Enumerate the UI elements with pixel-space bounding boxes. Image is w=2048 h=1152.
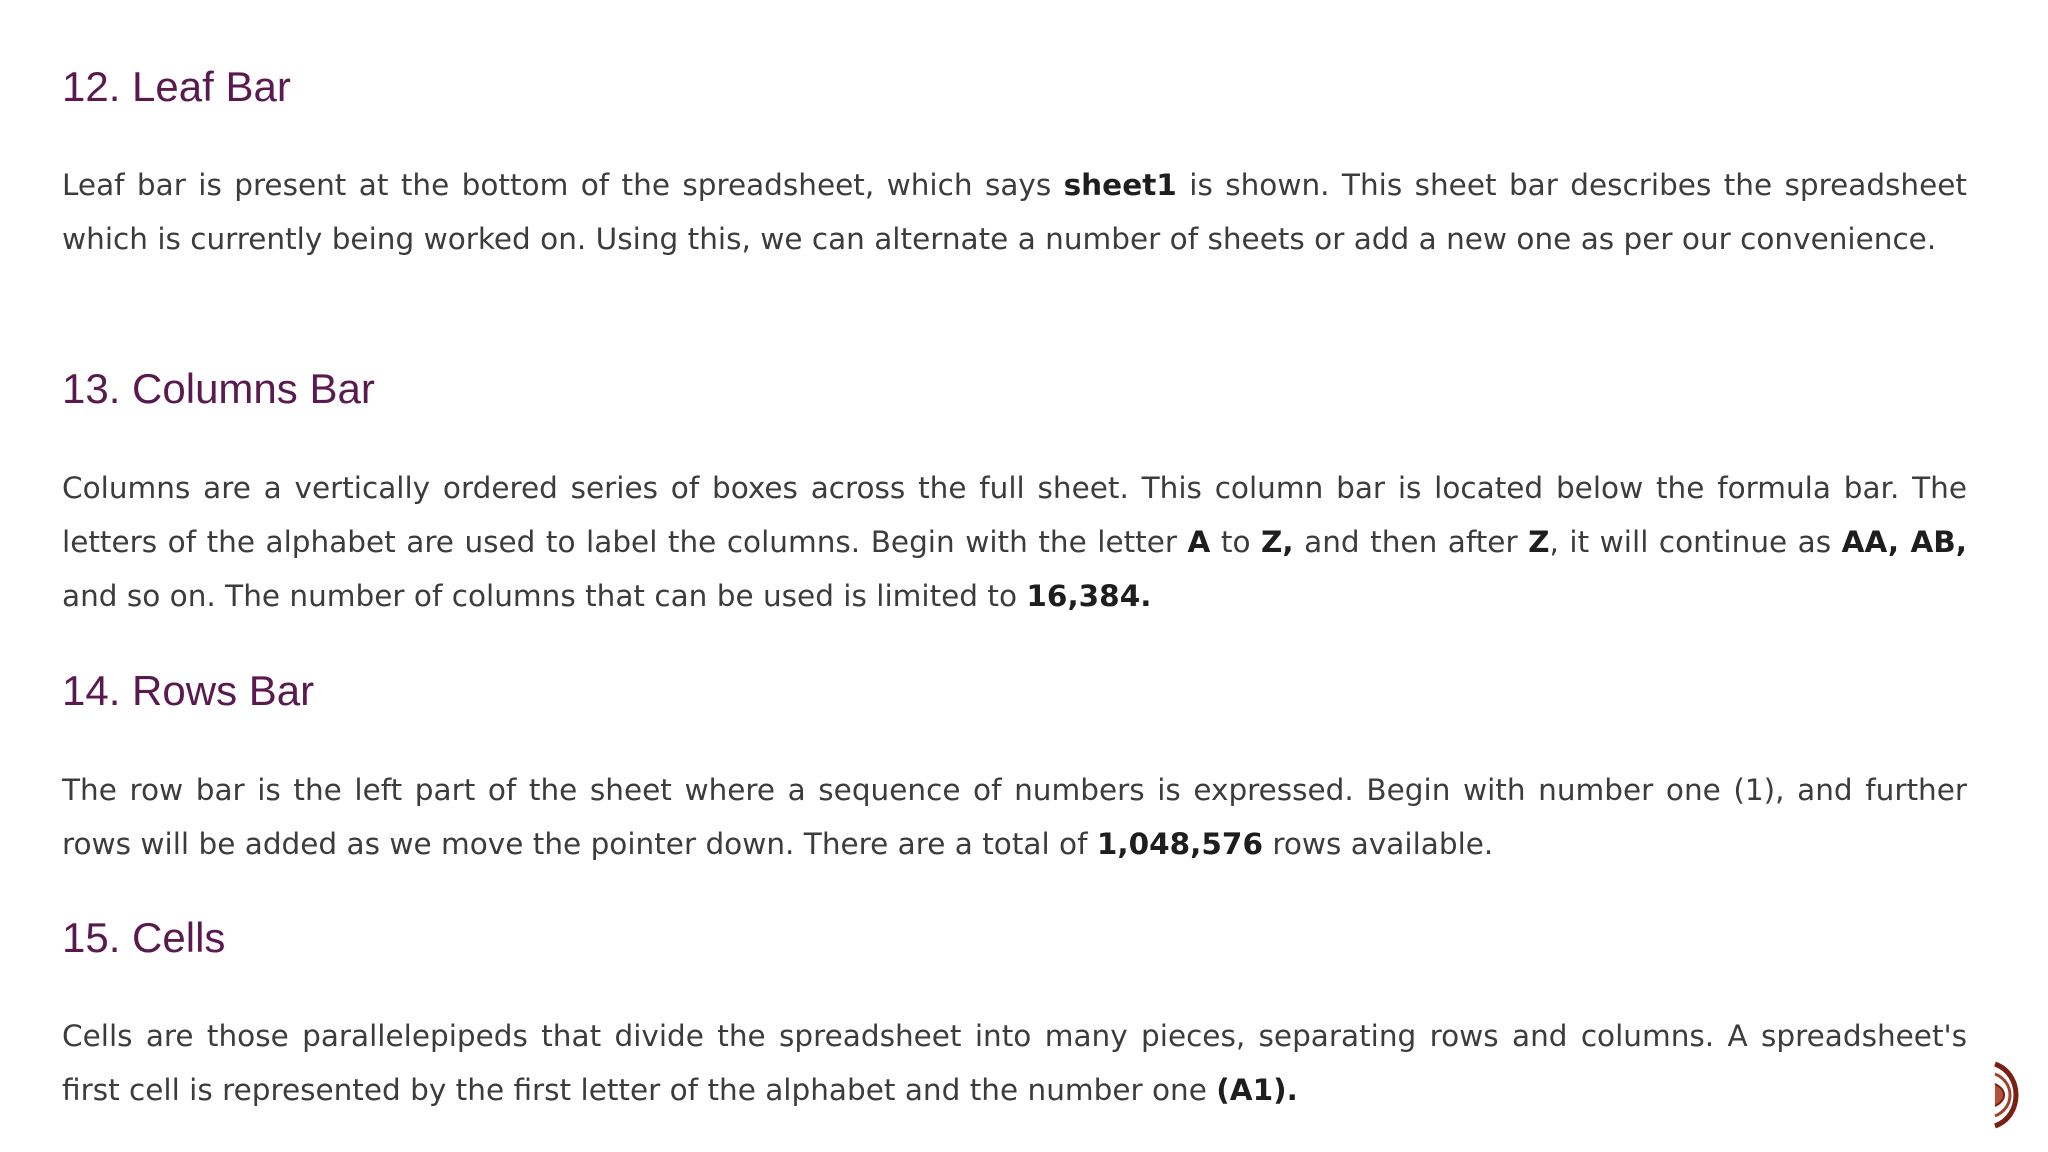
text-run: Columns are a vertically ordered series of boxes across the full sheet. This column bar is located below the formula bar. The letters of the alphabet are used to label the columns. Begin with the letter: [62, 471, 1967, 559]
section-heading: 15. Cells: [62, 914, 226, 961]
decorative-swirl-icon: [1993, 1060, 2019, 1130]
section-paragraph: [62, 763, 1967, 871]
bold-term: 16,384.: [1026, 579, 1152, 613]
bold-term: A: [1187, 525, 1211, 559]
bold-term: AA, AB,: [1841, 525, 1968, 559]
section-paragraph: [62, 461, 1967, 623]
text-run: and so on. The number of columns that can be used is limited to: [62, 579, 1027, 613]
text-run: Cells are those parallelepipeds that divide the spreadsheet into many pieces, separating rows and columns. A spreadsheet's first cell is represented by the first letter of the alphabet and the number one: [62, 1019, 1967, 1107]
bold-term: sheet1: [1063, 168, 1177, 202]
bold-term: (A1).: [1216, 1073, 1298, 1107]
bold-term: Z: [1528, 525, 1550, 559]
text-run: to: [1210, 525, 1262, 559]
section-heading: 12. Leaf Bar: [62, 63, 291, 110]
bold-term: 1,048,576: [1096, 827, 1263, 861]
section-heading: 13. Columns Bar: [62, 365, 375, 412]
text-run: Leaf bar is present at the bottom of the spreadsheet, which says: [62, 168, 1064, 202]
text-run: , it will continue as: [1549, 525, 1842, 559]
text-run: rows available.: [1262, 827, 1494, 861]
text-run: The row bar is the left part of the sheet where a sequence of numbers is expressed. Begin with number one (1), and further rows will be added as we move the pointer down. There are a total of: [62, 773, 1967, 861]
text-run: and then after: [1293, 525, 1529, 559]
text-run: is shown. This sheet bar describes the spreadsheet which is currently being worked on. Using this, we can alternate a number of sheets or add a new one as per our convenience.: [62, 168, 1967, 256]
section-paragraph: [62, 1009, 1967, 1117]
bold-term: Z,: [1261, 525, 1294, 559]
section-heading: 14. Rows Bar: [62, 667, 315, 714]
section-paragraph: [62, 158, 1967, 266]
